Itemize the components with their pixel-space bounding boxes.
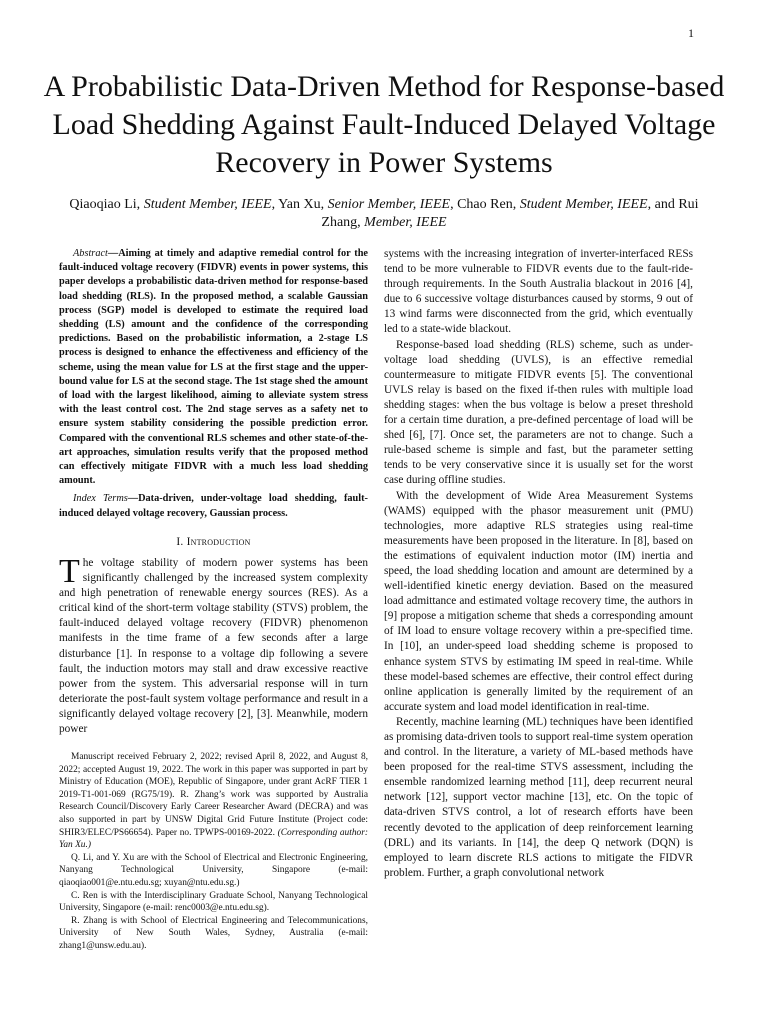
abstract [59,247,368,488]
author-list [60,196,708,232]
paper-title: A Probabilistic Data-Driven Method for Response-based Load Shedding Against Fault-Induced Delayed Voltage Recovery in Power Systems [43,70,725,179]
footnote [59,751,368,953]
intro-text: he voltage stability of modern power systems has been significantly challenged by the increased system complexity and high penetration of renewable energy sources (RES). As a critical kind of the short-term voltage stability (STVS) problem, the fault-induced delayed voltage recovery (FIDVR) phenomenon manifests in the time frame of a few seconds after a large disturbance [1]. In response to a voltage dip following a severe fault, the induction motors may stall and draw excessive reactive power from the system. This adversarial response will in turn deteriorate the post-fault system voltage performance and result in a significantly delayed voltage recovery [2], [3]. Meanwhile, modern power [59,556,368,735]
left-column [59,247,368,737]
corresponding-author-note: (Corresponding author: Yan Xu.) [59,827,368,851]
section-heading-introduction: I. Introduction [176,535,251,548]
author-name: , Yan Xu, [271,197,328,212]
footnote-affiliation-1: Q. Li, and Y. Xu are with the School of Electrical and Electronic Engineering, Nanyang Technological University, Singapore (e-mail: qiaoqiao001@e.ntu.edu.sg; xuyan@ntu.edu.sg.) [59,852,368,888]
author-role: Student Member, IEEE [519,197,648,212]
footnote-affiliation-2: C. Ren is with the Interdisciplinary Graduate School, Nanyang Technological University, Singapore (e-mail: renc0003@e.ntu.edu.sg). [59,890,368,914]
footnote-funding-text: Manuscript received February 2, 2022; revised April 8, 2022, and August 8, 2022; accepted August 19, 2022. The work in this paper was supported in part by Ministry of Education (MOE), Republic of Singapore, under grant AcRF TIER 1 2019-T1-001-069 (RG75/19). R. Zhang’s work was supported by Australia Research Council/Discovery Early Career Researcher Award (DECRA) and was also supported in part by UNSW Digital Grid Future Institute (Project code: SHIR3/ELEC/PS66654). Paper no. TPWPS-00169-2022. [59,752,368,838]
drop-cap: T [59,552,80,590]
index-terms-text: —Data-driven, under-voltage load shedding, fault-induced delayed voltage recovery, Gaussian process. [59,493,368,519]
index-terms-lead: Index Terms [73,493,128,505]
page-number: 1 [688,26,694,40]
footnote-affiliation-3: R. Zhang is with School of Electrical Engineering and Telecommunications, University of New South Wales, Sydney, Australia (e-mail: zhang1@unsw.edu.au). [59,915,368,951]
author-name: Qiaoqiao Li, [69,197,144,212]
author-role: Student Member, IEEE [143,197,272,212]
author-role: Senior Member, IEEE [327,197,451,212]
intro-paragraph [59,552,368,737]
right-column [384,247,693,881]
index-terms [59,492,368,520]
body-paragraph-2: Response-based load shedding (RLS) scheme, such as under-voltage load shedding (UVLS), is an effective remedial countermeasure to mitigate FIDVR events [5]. The conventional UVLS relay is based on the fixed if-then rules with multiple load shedding stages: when the bus voltage is below a preset threshold for a certain time duration, a pre-defined percentage of load will be shed [6], [7]. Once set, the parameters are not to change. Such a rule-based scheme is simple and fast, but the parameter setting tends to be very conservative since it is usually set for the worst case during offline studies. [384,338,693,487]
footnote-funding [59,751,368,852]
author-name: , Chao Ren, [450,197,520,212]
abstract-text: —Aiming at timely and adaptive remedial control for the fault-induced voltage recovery (FIDVR) events in power systems, this paper develops a probabilistic data-driven method for response-based load shedding (RLS). In the proposed method, a scalable Gaussian process (SGP) model is developed to estimate the required load shedding (LS) amount and the confidence of the corresponding predictions. Based on the probabilistic information, a 2-stage LS process is designed to enhance the effectiveness and efficiency of the scheme, using the mean value for LS at the first stage and the upper-bound value for LS at the second stage. The 1st stage shed the amount of load with the largest likelihood, aiming to alleviate system stress with the least control cost. The 2nd stage serves as a safety net to ensure system stability considering the possible prediction error. Compared with the conventional RLS schemes and other state-of-the-art approaches, simulation results verify that the proposed method can effectively mitigate FIDVR with a much less load shedding amount. [59,248,368,487]
body-paragraph-1: systems with the increasing integration of inverter-interfaced RESs tend to be more vulnerable to FIDVR events due to the fault-ride-through requirements. In the South Australia blackout in 2016 [4], due to 6 successive voltage disturbances caused by storms, 9 out of 13 wind farms were disconnected from the grid, which eventually led to a state-wide blackout. [384,248,693,336]
author-name: , and Rui Zhang, [321,197,699,230]
body-paragraph-4: Recently, machine learning (ML) techniques have been identified as promising data-driven tools to support real-time system operation and control. In the literature, a variety of ML-based methods have been proposed for the real-time STVS assessment, including the ensemble randomized learning method [11], deep recurrent neural network [12], support vector machine [13], etc. On the topic of data-driven STVS control, a lot of research efforts have been recently devoted to the application of deep reinforcement learning (DRL) and its variants. In [14], the deep Q network (DQN) is employed to learn discrete RLS actions to mitigate the FIDVR problem. Further, a graph convolutional network [384,715,693,879]
author-role: Member, IEEE [364,215,447,230]
abstract-lead: Abstract [73,248,108,259]
body-paragraph-3: With the development of Wide Area Measurement Systems (WAMS) equipped with the phasor measurement unit (PMU) technologies, more adaptive RLS strategies using real-time measurements have been proposed in the literature. In [8], based on the estimations of equivalent induction motor (IM) inertia and speed, the load shedding location and amount are determined by a well-identified kinetic energy deviation. Based on the measured load admittance and estimated voltage recovery time, the authors in [9] propose a mitigation scheme that sheds a corresponding amount of IM load to ensure voltage recovery within a pre-specified time. In [10], an under-speed load shedding scheme is proposed to enhance system STVS by estimating IM speed in real-time. While these model-based schemes are effective, their control effect during online application is generally limited by the requirement of an accurate system and load model identification in real-time. [384,489,693,713]
